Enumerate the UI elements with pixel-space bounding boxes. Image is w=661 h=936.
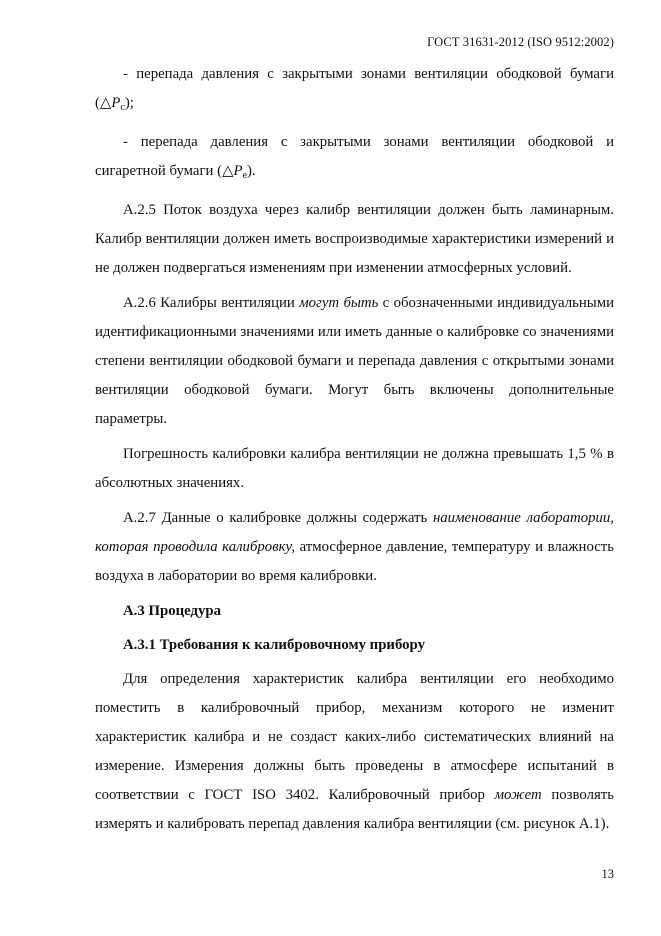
paragraph-text: А.2.6 Калибры вентиляции (123, 295, 300, 311)
paragraph-text: с обозначенными индивидуальными идентификационными значениями или иметь данные о калибровке со значениями степени вентиляции ободковой бумаги и перепада давления с открытыми зонами вентиляции ободковой бумаги. Могут быть включены дополнительные параметры. (95, 295, 614, 427)
list-item-suffix: ). (247, 163, 256, 179)
paragraph-text: атмосферное давление, температуру и влажность воздуха в лаборатории во время калибровки. (95, 539, 614, 584)
italic-text: может (494, 787, 542, 803)
paragraph-text: Для определения характеристик калибра вентиляции его необходимо поместить в калибровочный прибор, механизм которого не изменит характеристик калибра и не создаст каких-либо систематических влияний на измерение. Измерения должны быть проведены в атмосфере испытаний в соответствии с ГОСТ ISO 3402. Калибровочный прибор (95, 671, 614, 803)
italic-text: наименование лаборатории, которая проводила калибровку, (95, 510, 614, 555)
document-body (95, 60, 614, 845)
section-heading-a31: А.3.1 Требования к калибровочному прибору (123, 637, 425, 653)
list-item-rim-cigarette-paper (95, 128, 614, 190)
page-number: 13 (601, 867, 614, 881)
paragraph-procedure (95, 665, 614, 839)
list-item-text: - перепада давления с закрытыми зонами вентиляции ободковой бумаги ( (95, 66, 614, 111)
pressure-symbol: P (233, 163, 243, 179)
paragraph-a25: А.2.5 Поток воздуха через калибр вентиляции должен быть ламинарным. Калибр вентиляции должен иметь воспроизводимые характеристики измерений и не должен подвергаться изменениям при изменении атмосферных условий. (95, 202, 614, 276)
italic-text: могут быть (299, 295, 379, 311)
paragraph-a27 (95, 504, 614, 591)
list-item-suffix: ); (124, 95, 134, 111)
paragraph-accuracy: Погрешность калибровки калибра вентиляции не должна превышать 1,5 % в абсолютных значениях. (95, 446, 614, 491)
paragraph-a26 (95, 289, 614, 434)
pressure-subscript: c (120, 102, 125, 113)
section-heading-a3: А.3 Процедура (123, 603, 222, 619)
paragraph-text: А.2.7 Данные о калибровке должны содержать (123, 510, 433, 526)
list-item-rim-paper (95, 60, 614, 122)
standard-header: ГОСТ 31631-2012 (ISO 9512:2002) (427, 35, 614, 49)
delta-symbol: △ (99, 95, 112, 111)
paragraph-text: позволять измерять и калибровать перепад давления калибра вентиляции (см. рисунок А.1). (95, 787, 614, 832)
delta-symbol: △ (222, 163, 234, 179)
pressure-subscript: e (242, 170, 247, 181)
pressure-symbol: P (111, 95, 121, 111)
list-item-text: - перепада давления с закрытыми зонами вентиляции ободковой и сигаретной бумаги ( (95, 134, 614, 179)
